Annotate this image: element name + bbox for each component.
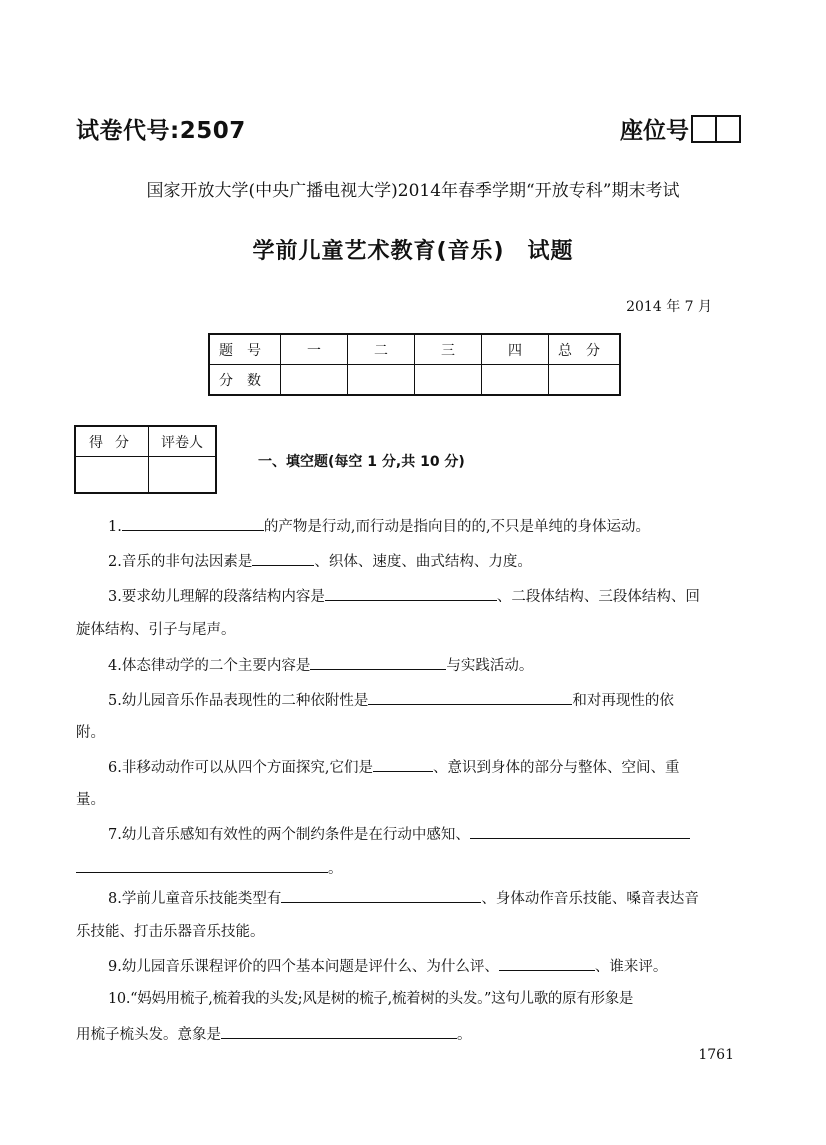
grader-name-label: 评卷人 — [149, 426, 217, 457]
school-line: 国家开放大学(中央广播电视大学)2014年春季学期“开放专科”期末考试 — [146, 181, 680, 201]
score-input-cell[interactable] — [281, 365, 348, 396]
grader-name-cell[interactable] — [149, 457, 217, 494]
grader-score-label: 得分 — [75, 426, 149, 457]
question-5-continued: 附。 — [76, 725, 105, 741]
answer-blank[interactable] — [281, 887, 481, 903]
question-5: 5.幼儿园音乐作品表现性的二种依附性是 和对再现性的依 — [76, 689, 746, 711]
score-table-score-row — [209, 365, 620, 396]
score-table-cell: 二 — [348, 334, 415, 365]
score-input-cell[interactable] — [348, 365, 415, 396]
answer-blank[interactable] — [221, 1023, 457, 1039]
score-input-cell[interactable] — [549, 365, 621, 396]
grader-score-cell[interactable] — [75, 457, 149, 494]
score-table-cell: 分数 — [209, 365, 281, 396]
score-table-cell: 题号 — [209, 334, 281, 365]
question-10-continued: 用梳子梳头发。意象是 。 — [76, 1023, 746, 1045]
seat-number-label: 座位号 — [620, 118, 689, 144]
score-input-cell[interactable] — [482, 365, 549, 396]
question-6: 6.非移动动作可以从四个方面探究,它们是 、意识到身体的部分与整体、空间、重 — [76, 756, 746, 778]
question-2: 2.音乐的非句法因素是 、织体、速度、曲式结构、力度。 — [76, 550, 746, 572]
answer-blank[interactable] — [122, 515, 264, 531]
question-3-continued: 旋体结构、引子与尾声。 — [76, 622, 236, 638]
question-10: 10.“妈妈用梳子,梳着我的头发;风是树的梳子,梳着树的头发。”这句儿歌的原有形象是 — [108, 991, 634, 1007]
question-7: 7.幼儿音乐感知有效性的两个制约条件是在行动中感知、 — [76, 823, 746, 845]
score-table-cell: 总分 — [549, 334, 621, 365]
exam-title: 学前儿童艺术教育(音乐) 试题 — [252, 239, 574, 264]
score-table-cell: 一 — [281, 334, 348, 365]
question-8-continued: 乐技能、打击乐器音乐技能。 — [76, 924, 265, 940]
score-input-cell[interactable] — [415, 365, 482, 396]
score-table-cell: 四 — [482, 334, 549, 365]
answer-blank[interactable] — [252, 550, 314, 566]
exam-date: 2014 年 7 月 — [626, 299, 712, 315]
seat-number-boxes — [691, 115, 741, 143]
paper-code: 试卷代号:2507 — [76, 118, 246, 144]
question-1: 1. 的产物是行动,而行动是指向目的的,不只是单纯的身体运动。 — [76, 515, 746, 537]
question-7-continued: 。 — [76, 857, 746, 879]
answer-blank[interactable] — [499, 955, 595, 971]
question-8: 8.学前儿童音乐技能类型有 、身体动作音乐技能、嗓音表达音 — [76, 887, 746, 909]
seat-number — [620, 112, 741, 145]
section-heading: 一、填空题(每空 1 分,共 10 分) — [258, 454, 465, 470]
answer-blank[interactable] — [373, 756, 433, 772]
answer-blank[interactable] — [310, 654, 446, 670]
question-9: 9.幼儿园音乐课程评价的四个基本问题是评什么、为什么评、 、谁来评。 — [76, 955, 746, 977]
page-number: 1761 — [698, 1047, 734, 1063]
grader-table — [74, 425, 217, 494]
answer-blank[interactable] — [470, 823, 690, 839]
question-4: 4.体态律动学的二个主要内容是 与实践活动。 — [76, 654, 746, 676]
question-6-continued: 量。 — [76, 792, 105, 808]
answer-blank[interactable] — [368, 689, 572, 705]
question-3: 3.要求幼儿理解的段落结构内容是 、二段体结构、三段体结构、回 — [76, 585, 746, 607]
score-table-cell: 三 — [415, 334, 482, 365]
score-table-header-row — [209, 334, 620, 365]
score-table — [208, 333, 621, 396]
answer-blank[interactable] — [76, 857, 328, 873]
answer-blank[interactable] — [325, 585, 497, 601]
